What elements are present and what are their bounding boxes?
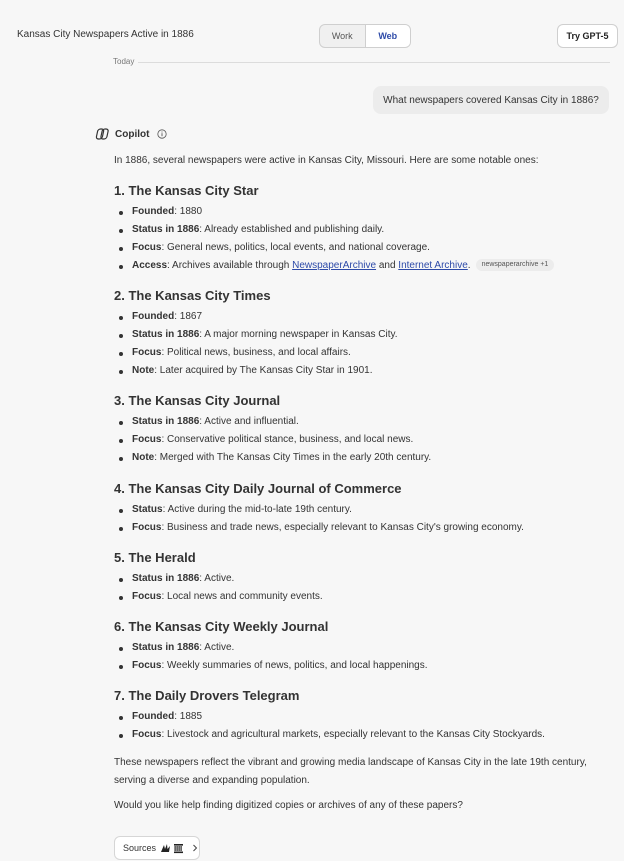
assistant-header [95, 126, 167, 142]
item-text: : Merged with The Kansas City Times in the early 20th century. [154, 452, 432, 463]
list-item [114, 519, 614, 537]
list-item [114, 239, 614, 257]
list-item [114, 362, 614, 380]
top-bar [0, 14, 624, 54]
item-text: : Weekly summaries of news, politics, and local happenings. [161, 660, 428, 671]
item-text: . [467, 260, 471, 271]
date-divider-line [138, 62, 610, 63]
item-label: Status in 1886 [132, 329, 200, 340]
item-label: Status in 1886 [132, 642, 200, 653]
list-item [114, 639, 614, 657]
section-heading: 1. The Kansas City Star [114, 183, 259, 198]
newspaper-section [114, 549, 614, 606]
item-label: Status in 1886 [132, 416, 200, 427]
list-item [114, 501, 614, 519]
item-label: Access [132, 260, 168, 271]
item-label: Status [132, 504, 163, 515]
section-heading: 5. The Herald [114, 550, 196, 565]
mode-web-button[interactable]: Web [365, 25, 411, 47]
item-text: : General news, politics, local events, and national coverage. [161, 242, 430, 253]
newspaper-section [114, 392, 614, 467]
item-label: Focus [132, 591, 162, 602]
item-label: Focus [132, 347, 162, 358]
item-text: : Political news, business, and local affairs. [161, 347, 351, 358]
list-item [114, 708, 614, 726]
newspaper-section [114, 480, 614, 537]
response-intro: In 1886, several newspapers were active in Kansas City, Missouri. Here are some notable ones: [114, 155, 539, 166]
chevron-right-icon [191, 844, 199, 852]
item-text: : 1880 [174, 206, 203, 217]
newspaper-section [114, 687, 614, 744]
source-favicon-icon [160, 843, 171, 854]
list-item [114, 431, 614, 449]
item-text: : Archives available through [167, 260, 293, 271]
list-item [114, 344, 614, 362]
list-item [114, 257, 614, 275]
list-item [114, 326, 614, 344]
item-label: Status in 1886 [132, 224, 200, 235]
item-label: Status in 1886 [132, 573, 200, 584]
item-label: Focus [132, 434, 162, 445]
item-label: Note [132, 452, 155, 463]
detail-list [114, 203, 614, 275]
newspaper-section [114, 618, 614, 675]
item-text: : Active. [199, 573, 235, 584]
item-text: : Business and trade news, especially relevant to Kansas City's growing economy. [161, 522, 524, 533]
item-label: Founded [132, 711, 175, 722]
list-item [114, 657, 614, 675]
item-text: : Local news and community events. [161, 591, 323, 602]
item-text: : Active during the mid-to-late 19th century. [162, 504, 352, 515]
item-text: : Active. [199, 642, 235, 653]
archive-favicon-icon [173, 843, 184, 854]
item-label: Focus [132, 242, 162, 253]
user-message [373, 86, 609, 114]
item-text: : Later acquired by The Kansas City Star in 1901. [154, 365, 373, 376]
newspaper-section [114, 182, 614, 275]
item-text: : 1885 [174, 711, 203, 722]
detail-list [114, 639, 614, 675]
response-question: Would you like help finding digitized copies or archives of any of these papers? [114, 800, 463, 811]
list-item [114, 308, 614, 326]
section-heading: 4. The Kansas City Daily Journal of Commerce [114, 481, 402, 496]
info-icon[interactable] [157, 129, 167, 139]
list-item [114, 726, 614, 744]
mode-toggle [319, 24, 411, 48]
item-text: : Already established and publishing daily. [199, 224, 385, 235]
detail-list [114, 570, 614, 606]
copilot-logo-icon [95, 127, 109, 141]
item-label: Focus [132, 729, 162, 740]
list-item [114, 203, 614, 221]
item-text: : Conservative political stance, business, and local news. [161, 434, 414, 445]
list-item [114, 588, 614, 606]
item-label: Focus [132, 660, 162, 671]
detail-list [114, 413, 614, 467]
mode-work-button[interactable]: Work [331, 31, 353, 41]
try-gpt5-button[interactable]: Try GPT-5 [557, 24, 618, 48]
item-text: : Active and influential. [199, 416, 299, 427]
section-heading: 6. The Kansas City Weekly Journal [114, 619, 329, 634]
internet-archive-link[interactable]: Internet Archive [398, 260, 468, 271]
sources-label: Sources [123, 843, 157, 853]
conversation-title: Kansas City Newspapers Active in 1886 [17, 29, 194, 40]
item-label: Founded [132, 311, 175, 322]
item-label: Focus [132, 522, 162, 533]
detail-list [114, 501, 614, 537]
item-label: Founded [132, 206, 175, 217]
date-divider-label: Today [113, 57, 135, 66]
list-item [114, 221, 614, 239]
detail-list [114, 708, 614, 744]
user-message-text: What newspapers covered Kansas City in 1886? [383, 94, 599, 106]
sources-button[interactable] [114, 836, 200, 860]
list-item [114, 570, 614, 588]
citation-chip[interactable]: newspaperarchive +1 [476, 259, 555, 271]
section-heading: 7. The Daily Drovers Telegram [114, 688, 300, 703]
detail-list [114, 308, 614, 380]
item-label: Note [132, 365, 155, 376]
newspaperarchive-link[interactable]: NewspaperArchive [292, 260, 377, 271]
item-text: and [376, 260, 399, 271]
list-item [114, 449, 614, 467]
section-heading: 2. The Kansas City Times [114, 288, 271, 303]
assistant-name: Copilot [115, 128, 150, 140]
newspaper-section [114, 287, 614, 380]
section-heading: 3. The Kansas City Journal [114, 393, 281, 408]
list-item [114, 413, 614, 431]
item-text: : 1867 [174, 311, 203, 322]
response-closing: These newspapers reflect the vibrant and growing media landscape of Kansas City in the late 19th century, serving a diverse and expanding population. [114, 757, 587, 786]
item-text: : A major morning newspaper in Kansas City. [199, 329, 398, 340]
item-text: : Livestock and agricultural markets, especially relevant to the Kansas City Stockyards. [161, 729, 545, 740]
